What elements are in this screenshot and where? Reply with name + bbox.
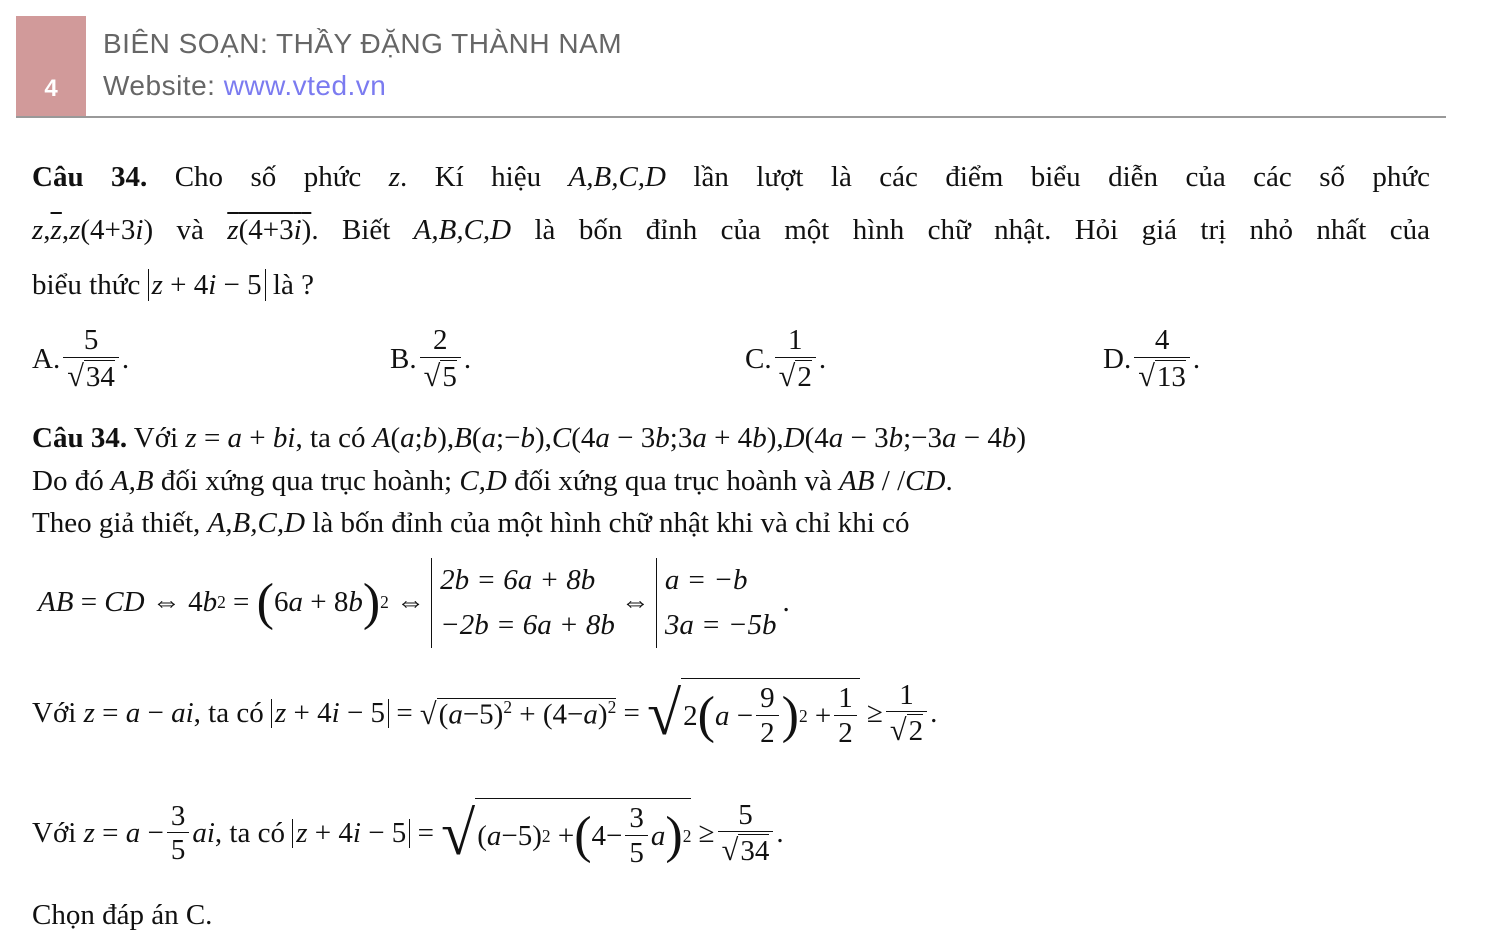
- author-line: BIÊN SOẠN: THẦY ĐẶNG THÀNH NAM: [103, 28, 623, 59]
- choice-c-fraction: 1 √2: [775, 325, 816, 394]
- choice-d-fraction: 4 √13: [1134, 325, 1190, 394]
- question-line-1: Câu 34. Cho số phức z. Kí hiệu A,B,C,D lần lượt là các điểm biểu diễn của các số phức: [32, 161, 1431, 193]
- website-label: Website:: [103, 70, 224, 101]
- solution-line-3: Theo giả thiết, A,B,C,D là bốn đỉnh của một hình chữ nhật khi và chỉ khi có: [32, 507, 910, 539]
- choice-a[interactable]: A. 5 √34 .: [32, 324, 130, 393]
- page-number-box: [16, 16, 86, 117]
- conclusion: Chọn đáp án C.: [32, 899, 213, 931]
- solution-equation-system: AB = CD ⇔ 4 b 2 = ( 6 a + 8 b ) 2 ⇔ 2b = 6a + 8b −2b = 6a + 8b ⇔ a = −b 3a = −5b .: [32, 558, 790, 648]
- choice-b[interactable]: B. 2 √5 .: [390, 324, 472, 393]
- website-link[interactable]: www.vted.vn: [223, 70, 387, 101]
- solution-line-1: Câu 34. Với z = a + bi, ta có A(a;b),B(a;−b),C(4a − 3b;3a + 4b),D(4a − 3b;−3a − 4b): [32, 422, 1027, 454]
- solution-case-2: Với z = a − 3 5 ai , ta có z + 4i − 5 = √ ( a −5) 2 + ( 4− 3 5 a ) 2 ≥ 5 √34 .: [32, 798, 784, 869]
- question-line-3: biểu thức z + 4i − 5 là ?: [32, 269, 314, 301]
- question-number: Câu 34.: [32, 161, 148, 193]
- page-number: 4: [44, 75, 58, 102]
- question-line-2: $z,\overline{z},z(4+3i)$ và z(4+3i). Biết A,B,C,D là bốn đỉnh của một hình chữ nhật. Hỏi giá trị nhỏ nhất của: [32, 214, 1430, 246]
- solution-line-2: Do đó A,B đối xứng qua trục hoành; C,D đối xứng qua trục hoành và AB / /CD.: [32, 465, 953, 497]
- choice-b-fraction: 2 √5: [420, 325, 461, 394]
- solution-case-1: Với z = a − ai , ta có z + 4i − 5 = √ $(a-5)^2 + (4-a)^2$ = √ 2 ( a − 9 2 ) 2 + 1 2 ≥ 1 √2 .: [32, 678, 938, 749]
- case-bracket-2: a = −b 3a = −5b: [656, 558, 777, 648]
- solution-number: Câu 34.: [32, 422, 128, 454]
- choice-c[interactable]: C. 1 √2 .: [745, 324, 827, 393]
- choice-d[interactable]: D. 4 √13 .: [1103, 324, 1201, 393]
- modulus-expression: z + 4i − 5: [148, 269, 266, 301]
- website-line: [103, 70, 386, 102]
- case-bracket-1: 2b = 6a + 8b −2b = 6a + 8b: [431, 558, 615, 648]
- choice-a-fraction: 5 √34: [63, 325, 119, 394]
- header-divider: [16, 116, 1446, 118]
